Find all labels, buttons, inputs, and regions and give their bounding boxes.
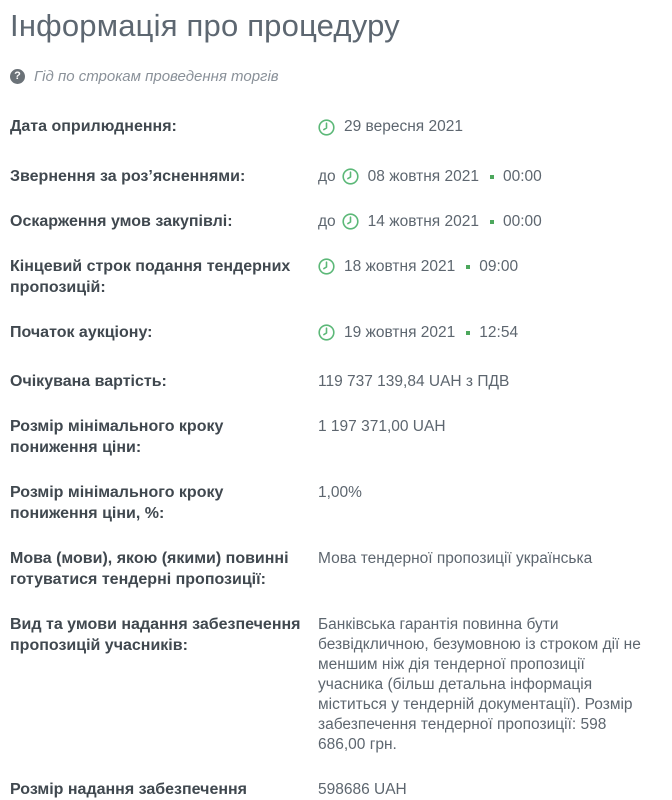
separator-dot-icon: [466, 265, 470, 269]
auction-timeline-guide-link[interactable]: [10, 68, 279, 85]
value-text: Банківська гарантія повинна бути безвідкличною, безумовною із строком дії не меншим ніж дія тендерної пропозиції учасника (більш детальна інформація міститься у тендерній документації). Розмір забезпечення тендерної пропозиції: 598 686,00 грн.: [318, 616, 641, 753]
page-title: Інформація про процедуру: [10, 8, 400, 43]
row-label: Звернення за роз’ясненнями:: [10, 167, 246, 185]
date-value-group: [318, 167, 542, 187]
value-text: 119 737 139,84 UAH з ПДВ: [318, 373, 510, 390]
info-row: [10, 779, 644, 800]
date-text: 29 вересня 2021: [344, 118, 463, 135]
value-text: Мова тендерної пропозиції українська: [318, 550, 593, 567]
separator-dot-icon: [490, 220, 494, 224]
row-label: Вид та умови надання забезпечення пропозицій учасників:: [10, 616, 301, 654]
clock-icon: [318, 324, 335, 341]
row-label: Дата оприлюднення:: [10, 118, 177, 135]
separator-dot-icon: [490, 175, 494, 179]
row-value: [318, 322, 644, 348]
info-row: [10, 166, 644, 187]
clock-icon: [342, 168, 359, 185]
separator-dot-icon: [466, 331, 470, 335]
row-value: [318, 548, 644, 569]
date-text: 14 жовтня 2021: [367, 212, 479, 230]
row-label: Очікувана вартість:: [10, 373, 167, 390]
row-label: Розмір мінімального кроку пониження ціни, %:: [10, 484, 224, 522]
info-row: [10, 116, 644, 142]
row-label: Оскарження умов закупівлі:: [10, 212, 233, 230]
date-prefix-label: до: [318, 167, 336, 185]
time-text: 00:00: [502, 212, 542, 230]
date-prefix-label: до: [318, 212, 336, 230]
question-icon: ?: [10, 69, 25, 84]
info-row: [10, 256, 644, 298]
guide-link-label: Гід по строкам проведення торгів: [34, 68, 279, 85]
row-value: [318, 166, 644, 187]
info-row: [10, 371, 644, 392]
info-row: [10, 322, 644, 348]
clock-icon: [318, 119, 335, 136]
row-label: Початок аукціону:: [10, 323, 153, 341]
date-text: 18 жовтня 2021: [344, 257, 456, 275]
time-text: 12:54: [479, 323, 519, 341]
time-text: 00:00: [502, 167, 542, 185]
row-label: Розмір надання забезпечення: [10, 781, 248, 798]
row-label: Розмір мінімального кроку пониження ціни:: [10, 418, 224, 456]
date-value-group: [318, 212, 542, 232]
clock-icon: [318, 258, 335, 275]
row-value: [318, 116, 644, 142]
date-text: 19 жовтня 2021: [344, 323, 456, 341]
row-value: [318, 371, 644, 392]
row-label: Кінцевий строк подання тендерних пропозицій:: [10, 257, 291, 296]
row-value: [318, 779, 644, 800]
row-value: [318, 614, 644, 755]
clock-icon: [342, 213, 359, 230]
procedure-info-rows: [10, 116, 644, 800]
value-text: 598686 UAH: [318, 781, 407, 798]
info-row: [10, 614, 644, 755]
row-value: [318, 416, 644, 437]
date-value-group: [318, 323, 518, 343]
row-value: [318, 256, 644, 282]
info-row: [10, 548, 644, 590]
value-text: 1,00%: [318, 484, 362, 501]
value-text: 1 197 371,00 UAH: [318, 418, 446, 435]
row-value: [318, 482, 644, 503]
info-row: [10, 482, 644, 524]
date-text: 08 жовтня 2021: [367, 167, 479, 185]
info-row: [10, 416, 644, 458]
row-label: Мова (мови), якою (якими) повинні готуватися тендерні пропозиції:: [10, 550, 289, 588]
date-value-group: [318, 257, 518, 277]
date-value-group: [318, 117, 463, 137]
time-text: 09:00: [479, 257, 519, 275]
info-row: [10, 211, 644, 232]
row-value: [318, 211, 644, 232]
